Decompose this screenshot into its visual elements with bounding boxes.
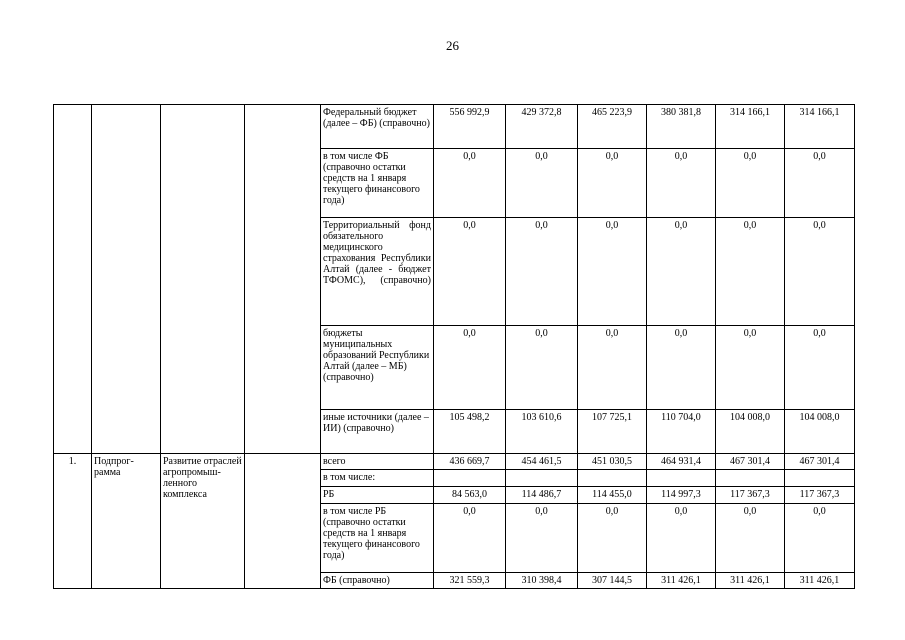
funding-source: ФБ (справочно) bbox=[321, 573, 434, 589]
amount-cell: 556 992,9 bbox=[434, 105, 506, 149]
amount-cell: 0,0 bbox=[716, 326, 785, 410]
amount-cell: 0,0 bbox=[647, 504, 716, 573]
amount-cell: 0,0 bbox=[506, 218, 578, 326]
amount-cell bbox=[647, 470, 716, 487]
amount-cell: 0,0 bbox=[578, 326, 647, 410]
amount-cell: 0,0 bbox=[578, 149, 647, 218]
amount-cell: 0,0 bbox=[716, 504, 785, 573]
amount-cell: 429 372,8 bbox=[506, 105, 578, 149]
amount-cell: 114 486,7 bbox=[506, 487, 578, 504]
amount-cell: 311 426,1 bbox=[716, 573, 785, 589]
amount-cell: 0,0 bbox=[434, 149, 506, 218]
row-name: Развитие отраслей агропромыш-ленного комплекса bbox=[161, 454, 245, 589]
funding-source: иные источники (далее – ИИ) (справочно) bbox=[321, 410, 434, 454]
amount-cell: 307 144,5 bbox=[578, 573, 647, 589]
row-executor bbox=[245, 454, 321, 589]
page-number: 26 bbox=[446, 38, 459, 53]
amount-cell: 311 426,1 bbox=[647, 573, 716, 589]
amount-cell: 465 223,9 bbox=[578, 105, 647, 149]
amount-cell: 0,0 bbox=[785, 326, 855, 410]
funding-source: Федеральный бюджет (далее – ФБ) (справочно) bbox=[321, 105, 434, 149]
amount-cell: 321 559,3 bbox=[434, 573, 506, 589]
amount-cell: 0,0 bbox=[647, 149, 716, 218]
amount-cell: 105 498,2 bbox=[434, 410, 506, 454]
funding-source: бюджеты муниципальных образований Республики Алтай (далее – МБ) (справочно) bbox=[321, 326, 434, 410]
amount-cell bbox=[506, 470, 578, 487]
amount-cell: 314 166,1 bbox=[716, 105, 785, 149]
row-type bbox=[92, 105, 161, 454]
row-name bbox=[161, 105, 245, 454]
amount-cell: 0,0 bbox=[506, 504, 578, 573]
amount-cell: 0,0 bbox=[434, 218, 506, 326]
row-index: 1. bbox=[54, 454, 92, 589]
amount-cell: 467 301,4 bbox=[785, 454, 855, 470]
row-index bbox=[54, 105, 92, 454]
amount-cell: 104 008,0 bbox=[785, 410, 855, 454]
row-type: Подпрог-рамма bbox=[92, 454, 161, 589]
amount-cell: 107 725,1 bbox=[578, 410, 647, 454]
amount-cell: 103 610,6 bbox=[506, 410, 578, 454]
table-row bbox=[54, 105, 855, 149]
amount-cell: 114 455,0 bbox=[578, 487, 647, 504]
funding-source: РБ bbox=[321, 487, 434, 504]
amount-cell: 0,0 bbox=[785, 504, 855, 573]
amount-cell: 451 030,5 bbox=[578, 454, 647, 470]
funding-source: в том числе: bbox=[321, 470, 434, 487]
amount-cell: 0,0 bbox=[578, 504, 647, 573]
amount-cell bbox=[716, 470, 785, 487]
funding-source: в том числе РБ (справочно остатки средств на 1 января текущего финансового года) bbox=[321, 504, 434, 573]
amount-cell: 0,0 bbox=[506, 149, 578, 218]
amount-cell: 0,0 bbox=[434, 326, 506, 410]
row-executor bbox=[245, 105, 321, 454]
amount-cell: 436 669,7 bbox=[434, 454, 506, 470]
amount-cell: 117 367,3 bbox=[785, 487, 855, 504]
amount-cell: 114 997,3 bbox=[647, 487, 716, 504]
amount-cell bbox=[434, 470, 506, 487]
amount-cell: 314 166,1 bbox=[785, 105, 855, 149]
amount-cell: 467 301,4 bbox=[716, 454, 785, 470]
amount-cell: 464 931,4 bbox=[647, 454, 716, 470]
amount-cell: 0,0 bbox=[506, 326, 578, 410]
amount-cell: 84 563,0 bbox=[434, 487, 506, 504]
amount-cell: 0,0 bbox=[434, 504, 506, 573]
amount-cell: 0,0 bbox=[785, 218, 855, 326]
amount-cell: 0,0 bbox=[716, 218, 785, 326]
funding-source: всего bbox=[321, 454, 434, 470]
amount-cell: 380 381,8 bbox=[647, 105, 716, 149]
amount-cell: 104 008,0 bbox=[716, 410, 785, 454]
amount-cell bbox=[785, 470, 855, 487]
funding-source: в том числе ФБ (справочно остатки средств на 1 января текущего финансового года) bbox=[321, 149, 434, 218]
table-row bbox=[54, 454, 855, 470]
amount-cell: 311 426,1 bbox=[785, 573, 855, 589]
amount-cell bbox=[578, 470, 647, 487]
amount-cell: 310 398,4 bbox=[506, 573, 578, 589]
amount-cell: 454 461,5 bbox=[506, 454, 578, 470]
amount-cell: 117 367,3 bbox=[716, 487, 785, 504]
amount-cell: 0,0 bbox=[785, 149, 855, 218]
amount-cell: 0,0 bbox=[647, 326, 716, 410]
budget-table bbox=[53, 104, 855, 589]
amount-cell: 110 704,0 bbox=[647, 410, 716, 454]
amount-cell: 0,0 bbox=[647, 218, 716, 326]
amount-cell: 0,0 bbox=[578, 218, 647, 326]
amount-cell: 0,0 bbox=[716, 149, 785, 218]
funding-source: Территориальный фонд обязательного медицинского страхования Республики Алтай (далее - бюджет ТФОМС), (справочно) bbox=[321, 218, 434, 326]
